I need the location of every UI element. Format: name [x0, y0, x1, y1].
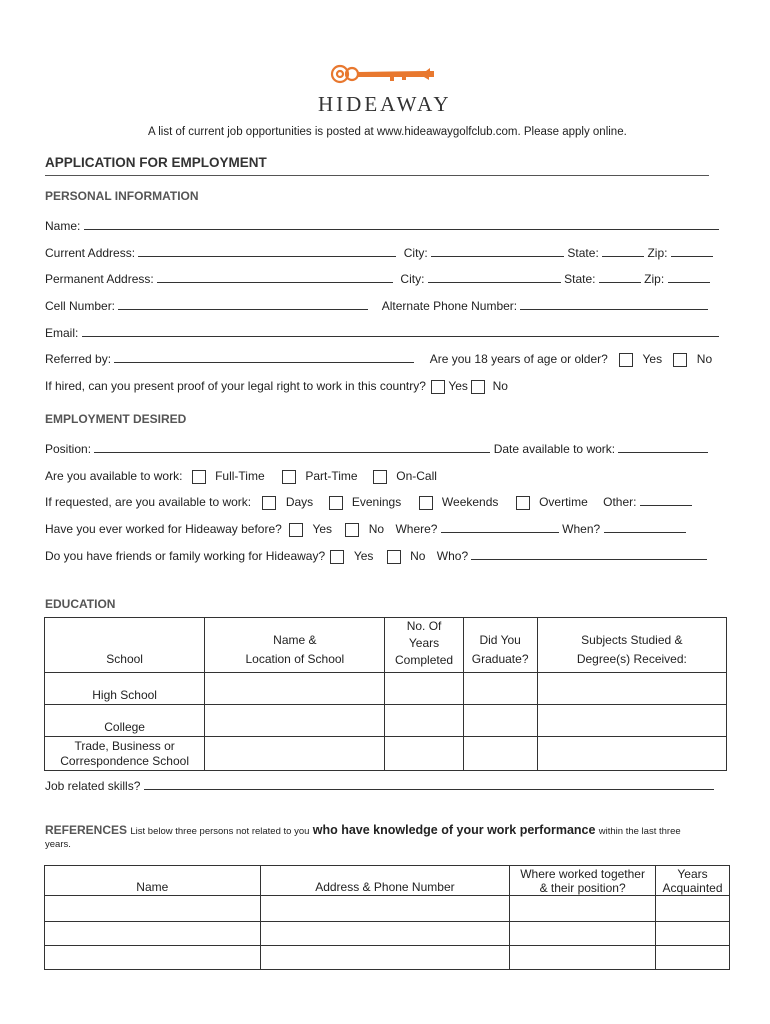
- zip-field[interactable]: [668, 272, 710, 283]
- permanent-address-row: [45, 272, 710, 286]
- worked-row: [45, 522, 686, 537]
- trade-years-cell[interactable]: [385, 737, 463, 771]
- current-address-label: Current Address:: [45, 246, 136, 260]
- on-call-checkbox[interactable]: [373, 470, 387, 484]
- permanent-address-field[interactable]: [157, 272, 393, 283]
- ref3-where-cell[interactable]: [510, 946, 656, 970]
- age-yes-checkbox[interactable]: [619, 353, 633, 367]
- col-header-subjects: Subjects Studied & Degree(s) Received:: [537, 618, 726, 673]
- evenings-label: Evenings: [351, 495, 402, 509]
- high-school-name-cell[interactable]: [205, 673, 385, 705]
- logo: [318, 62, 458, 114]
- legal-row: [45, 379, 508, 394]
- date-available-field[interactable]: [618, 442, 708, 453]
- name-field[interactable]: [84, 219, 719, 230]
- worked-yes-checkbox[interactable]: [289, 523, 303, 537]
- references-table: [44, 865, 730, 970]
- page-title: APPLICATION FOR EMPLOYMENT: [45, 155, 267, 170]
- city-label: City:: [403, 246, 428, 260]
- friends-question: Do you have friends or family working for Hideaway?: [45, 549, 326, 563]
- ref2-name-cell[interactable]: [45, 922, 261, 946]
- skills-row: [45, 779, 714, 793]
- weekends-label: Weekends: [441, 495, 499, 509]
- table-row: [45, 896, 730, 922]
- row-label-trade: Trade, Business or Correspondence School: [45, 737, 205, 771]
- who-label: Who?: [436, 549, 469, 563]
- trade-subjects-cell[interactable]: [537, 737, 726, 771]
- brand-name: HIDEAWAY: [318, 92, 452, 116]
- legal-no-label: No: [492, 379, 508, 393]
- high-school-years-cell[interactable]: [385, 673, 463, 705]
- college-graduate-cell[interactable]: [463, 705, 537, 737]
- high-school-graduate-cell[interactable]: [463, 673, 537, 705]
- email-field[interactable]: [82, 326, 719, 337]
- table-row: [45, 737, 727, 771]
- friends-yes-label: Yes: [353, 549, 374, 563]
- col-header-ref-address: Address & Phone Number: [260, 866, 510, 896]
- title-divider: [45, 175, 709, 176]
- row-label-college: College: [45, 705, 205, 737]
- referred-label: Referred by:: [45, 352, 112, 366]
- college-name-cell[interactable]: [205, 705, 385, 737]
- section-heading-references: REFERENCES: [45, 823, 128, 837]
- worked-question: Have you ever worked for Hideaway before?: [45, 522, 282, 536]
- legal-yes-checkbox[interactable]: [431, 380, 445, 394]
- days-checkbox[interactable]: [262, 496, 276, 510]
- referred-row: [45, 352, 712, 367]
- state-field[interactable]: [599, 272, 641, 283]
- age-yes-label: Yes: [642, 352, 663, 366]
- legal-question: If hired, can you present proof of your legal right to work in this country?: [45, 379, 426, 393]
- state-label: State:: [564, 272, 596, 286]
- friends-row: [45, 549, 707, 564]
- trade-name-cell[interactable]: [205, 737, 385, 771]
- position-field[interactable]: [94, 442, 490, 453]
- referred-field[interactable]: [114, 352, 414, 363]
- phone-row: [45, 299, 708, 313]
- evenings-checkbox[interactable]: [329, 496, 343, 510]
- overtime-checkbox[interactable]: [516, 496, 530, 510]
- college-subjects-cell[interactable]: [537, 705, 726, 737]
- cell-field[interactable]: [118, 299, 368, 310]
- current-address-row: [45, 246, 713, 260]
- other-label: Other:: [603, 495, 637, 509]
- part-time-label: Part-Time: [305, 469, 358, 483]
- ref1-name-cell[interactable]: [45, 896, 261, 922]
- section-heading-education: EDUCATION: [45, 597, 116, 611]
- age-no-checkbox[interactable]: [673, 353, 687, 367]
- key-icon: [330, 62, 440, 88]
- zip-label: Zip:: [644, 272, 665, 286]
- alt-phone-label: Alternate Phone Number:: [381, 299, 518, 313]
- weekends-checkbox[interactable]: [419, 496, 433, 510]
- col-header-name-location: Name & Location of School: [205, 618, 385, 673]
- availability-row: [45, 469, 437, 484]
- position-row: [45, 442, 708, 456]
- where-label: Where?: [395, 522, 438, 536]
- city-label: City:: [400, 272, 425, 286]
- intro-text: A list of current job opportunities is posted at www.hideawaygolfclub.com. Please apply online.: [148, 126, 627, 138]
- ref1-years-cell[interactable]: [656, 896, 730, 922]
- references-note-end: within the last three: [598, 826, 681, 837]
- date-available-label: Date available to work:: [493, 442, 616, 456]
- who-field[interactable]: [471, 549, 707, 560]
- ref1-where-cell[interactable]: [510, 896, 656, 922]
- name-row: [45, 219, 719, 233]
- references-note-small: List below three persons not related to you: [130, 826, 310, 837]
- where-field[interactable]: [441, 522, 559, 533]
- worked-yes-label: Yes: [312, 522, 333, 536]
- ref2-years-cell[interactable]: [656, 922, 730, 946]
- other-field[interactable]: [640, 495, 692, 506]
- col-header-graduate: Did You Graduate?: [463, 618, 537, 673]
- table-row: [45, 705, 727, 737]
- requested-question: If requested, are you available to work:: [45, 495, 252, 509]
- full-time-checkbox[interactable]: [192, 470, 206, 484]
- ref2-where-cell[interactable]: [510, 922, 656, 946]
- when-label: When?: [562, 522, 601, 536]
- part-time-checkbox[interactable]: [282, 470, 296, 484]
- section-heading-employment: EMPLOYMENT DESIRED: [45, 412, 187, 426]
- references-note-wrap: years.: [45, 839, 71, 850]
- worked-no-checkbox[interactable]: [345, 523, 359, 537]
- high-school-subjects-cell[interactable]: [537, 673, 726, 705]
- ref3-address-cell[interactable]: [260, 946, 510, 970]
- col-header-years: No. Of Years Completed: [385, 618, 463, 673]
- table-row: [45, 922, 730, 946]
- email-label: Email:: [45, 326, 79, 340]
- email-row: [45, 326, 719, 340]
- friends-no-checkbox[interactable]: [387, 550, 401, 564]
- state-label: State:: [567, 246, 599, 260]
- full-time-label: Full-Time: [215, 469, 265, 483]
- ref3-name-cell[interactable]: [45, 946, 261, 970]
- state-field[interactable]: [602, 246, 644, 257]
- table-row: [45, 946, 730, 970]
- col-header-ref-years: Years Acquainted: [656, 866, 730, 896]
- row-label-high-school: High School: [45, 673, 205, 705]
- education-table: [44, 617, 727, 771]
- ref1-address-cell[interactable]: [260, 896, 510, 922]
- legal-yes-label: Yes: [448, 379, 468, 393]
- position-label: Position:: [45, 442, 92, 456]
- age-no-label: No: [696, 352, 713, 366]
- references-heading-row: [45, 823, 681, 837]
- skills-label: Job related skills?: [45, 779, 141, 793]
- table-row: [45, 673, 727, 705]
- friends-yes-checkbox[interactable]: [330, 550, 344, 564]
- requested-row: [45, 495, 692, 510]
- alt-phone-field[interactable]: [520, 299, 708, 310]
- friends-no-label: No: [410, 549, 426, 563]
- age-question: Are you 18 years of age or older?: [429, 352, 608, 366]
- days-label: Days: [285, 495, 314, 509]
- col-header-ref-name: Name: [45, 866, 261, 896]
- section-heading-personal: PERSONAL INFORMATION: [45, 189, 199, 203]
- overtime-label: Overtime: [539, 495, 588, 509]
- name-label: Name:: [45, 219, 81, 233]
- worked-no-label: No: [368, 522, 385, 536]
- cell-label: Cell Number:: [45, 299, 116, 313]
- city-field[interactable]: [428, 272, 561, 283]
- city-field[interactable]: [431, 246, 564, 257]
- zip-field[interactable]: [671, 246, 713, 257]
- legal-no-checkbox[interactable]: [471, 380, 485, 394]
- when-field[interactable]: [604, 522, 686, 533]
- skills-field[interactable]: [144, 779, 714, 790]
- col-header-school: School: [45, 618, 205, 673]
- college-years-cell[interactable]: [385, 705, 463, 737]
- trade-graduate-cell[interactable]: [463, 737, 537, 771]
- permanent-address-label: Permanent Address:: [45, 272, 154, 286]
- zip-label: Zip:: [647, 246, 668, 260]
- current-address-field[interactable]: [138, 246, 396, 257]
- on-call-label: On-Call: [396, 469, 437, 483]
- col-header-ref-where: Where worked together & their position?: [510, 866, 656, 896]
- ref3-years-cell[interactable]: [656, 946, 730, 970]
- references-note-emphasis: who have knowledge of your work performance: [312, 823, 596, 837]
- ref2-address-cell[interactable]: [260, 922, 510, 946]
- availability-question: Are you available to work:: [45, 469, 183, 483]
